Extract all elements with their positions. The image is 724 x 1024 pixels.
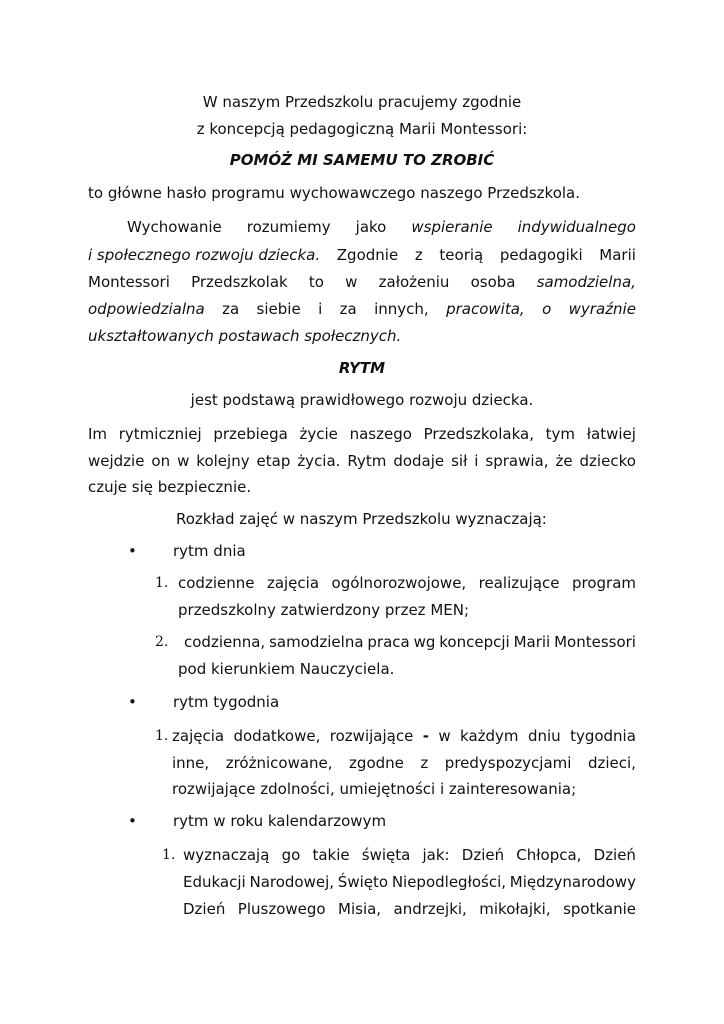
- daily-rhythm-label: rytm dnia: [173, 542, 246, 560]
- para1-line-1: Wychowanie rozumiemy jako wspieranie indywidualnego: [127, 218, 636, 236]
- daily-item-2-line-2: pod kierunkiem Nauczyciela.: [178, 660, 395, 678]
- bullet-icon: •: [128, 542, 137, 560]
- daily-item-1-line-2: przedszkolny zatwierdzony przez MEN;: [178, 601, 470, 619]
- yearly-item-1-line-1: wyznaczają go takie święta jak: Dzień Chłopca, Dzień: [183, 846, 636, 864]
- yearly-item-1-line-3: Dzień Pluszowego Misia, andrzejki, mikołajki, spotkanie: [183, 900, 636, 918]
- para2-line-1: Im rytmiczniej przebiega życie naszego Przedszkolaka, tym łatwiej: [88, 425, 636, 443]
- yearly-rhythm-label: rytm w roku kalendarzowym: [173, 812, 387, 830]
- para2-line-2: wejdzie on w kolejny etap życia. Rytm dodaje sił i sprawia, że dziecko: [88, 452, 636, 470]
- para1-line-2: i społecznego rozwoju dziecka. Zgodnie z teorią pedagogiki Marii: [88, 246, 636, 264]
- para1-line-4: odpowiedzialna za siebie i za innych, pracowita, o wyraźnie: [88, 300, 636, 318]
- weekly-item-1-line-2: inne, zróżnicowane, zgodne z predyspozycjami dzieci,: [172, 754, 636, 772]
- rytm-subtitle: jest podstawą prawidłowego rozwoju dziecka.: [190, 391, 534, 409]
- para1-line-5: ukształtowanych postawach społecznych.: [88, 327, 402, 345]
- schedule-intro: Rozkład zajęć w naszym Przedszkolu wyznaczają:: [176, 510, 547, 528]
- bullet-icon: •: [128, 693, 137, 711]
- bullet-icon: •: [128, 812, 137, 830]
- para1-line-3: Montessori Przedszkolak to w założeniu osoba samodzielna,: [88, 273, 636, 291]
- weekly-rhythm-label: rytm tygodnia: [173, 693, 280, 711]
- daily-item-1-line-1: codzienne zajęcia ogólnorozwojowe, realizujące program: [178, 574, 636, 592]
- yearly-item-1-line-2: Edukacji Narodowej, Święto Niepodległości, Międzynarodowy: [183, 873, 636, 891]
- intro-line-3: to główne hasło programu wychowawczego naszego Przedszkola.: [88, 184, 581, 202]
- intro-line-2: z koncepcją pedagogiczną Marii Montessori:: [196, 120, 528, 138]
- weekly-item-1-line-3: rozwijające zdolności, umiejętności i zainteresowania;: [172, 780, 577, 798]
- daily-item-2-line-1: codzienna, samodzielna praca wg koncepcji Marii Montessori: [184, 633, 636, 651]
- motto-heading: POMÓŻ MI SAMEMU TO ZROBIĆ: [229, 151, 495, 169]
- daily-item-2-number: 2.: [155, 634, 169, 650]
- para2-line-3: czuje się bezpiecznie.: [88, 478, 252, 496]
- yearly-item-1-number: 1.: [162, 847, 176, 863]
- weekly-item-1-line-1: zajęcia dodatkowe, rozwijające - w każdym dniu tygodnia: [172, 727, 636, 745]
- rytm-heading: RYTM: [338, 359, 386, 377]
- intro-line-1: W naszym Przedszkolu pracujemy zgodnie: [202, 93, 522, 111]
- daily-item-1-number: 1.: [155, 575, 169, 591]
- weekly-item-1-number: 1.: [155, 728, 169, 744]
